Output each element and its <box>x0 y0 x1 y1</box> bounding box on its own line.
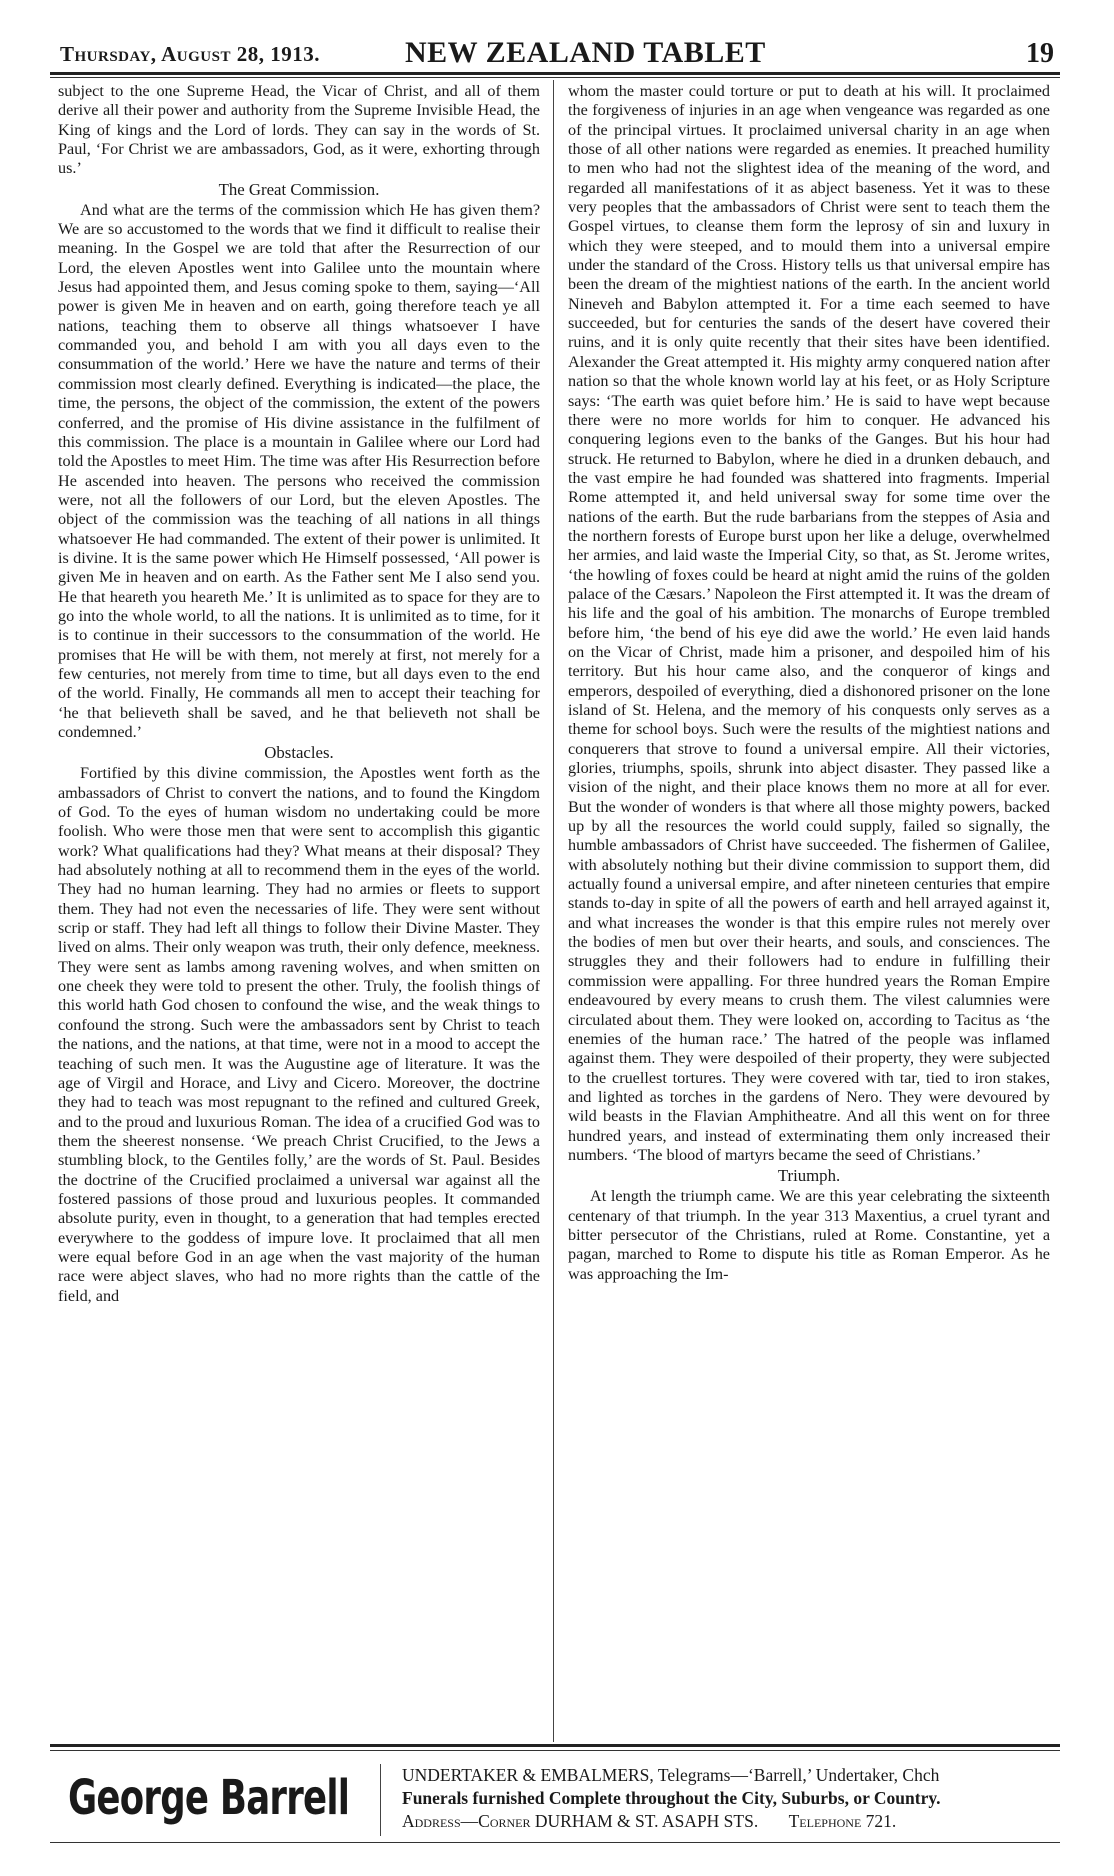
section-heading-great-commission: The Great Commission. <box>218 179 380 199</box>
ad-rule-top-thin <box>50 1750 1060 1751</box>
section-heading-triumph: Triumph. <box>777 1166 841 1186</box>
ad-address: DURHAM & ST. ASAPH STS. <box>534 1811 759 1831</box>
left-paragraph-3: Fortified by this divine commission, the Apostles went forth as the ambassadors of Christ to convert the nations, and to found the Kingdom of God. To the eyes of human wisdom no undertaking could be more foolish. Who were those men that were sent to accomplish this gigantic work? What qualifications had they? What means at their disposal? They had absolutely nothing at all to recommend them in the eyes of the world. They had no human learning. They had no armies or fleets to support them. They had not even the necessaries of life. They were sent without scrip or staff. They had left all things to follow their Divine Master. They lived on alms. Their only weapon was truth, their only defence, meekness. They were sent as lambs among ravening wolves, and when smitten on one cheek they were told to present the other. Truly, the foolish things of this world hath God chosen to confound the wise, and the weak things to confound the strong. Such were the ambassadors sent by Christ to teach the nations, and the nations, at that time, were not in a mood to accept the teaching of such men. It was the Augustine age of literature. It was the age of Virgil and Horace, and Livy and Cicero. Moreover, the doctrine they had to teach was most repugnant to the refined and cultured Greek, and to the proud and luxurious Roman. The idea of a crucified God was to them the sheerest nonsense. ‘We preach Christ Crucified, to the Jews a stumbling block, to the Gentiles folly,’ are the words of St. Paul. Besides the doctrine of the Crucified proclaimed a universal war against all the fostered passions of those proud and luxurious peoples. It commanded absolute purity, even in thought, to a generation that had temples erected everywhere to the goddess of impure love. It proclaimed that all men were equal before God in an age when the vast majority of the human race were abject slaves, who had no more rights than the cattle of the field, and <box>58 764 540 1305</box>
ad-address-label: Address—Corner <box>402 1811 531 1831</box>
header-rule-thin <box>50 77 1060 78</box>
ad-line-address <box>402 1810 1058 1833</box>
ad-rule-bottom <box>50 1842 1060 1843</box>
left-paragraph-1: subject to the one Supreme Head, the Vicar of Christ, and all of them derive all their power and authority from the Supreme Invisible Head, the King of kings and the Lord of lords. They can say in the words of St. Paul, ‘For Christ we are ambassadors, God, as it were, exhorting through us.’ <box>58 82 540 178</box>
header-page-number: 19 <box>1026 38 1054 69</box>
header-date: Thursday, August 28, 1913. <box>60 42 320 66</box>
ad-business-name: George Barrell <box>68 1770 350 1826</box>
header-rule <box>50 72 1060 75</box>
section-heading-obstacles: Obstacles. <box>264 743 334 763</box>
advertisement <box>50 1756 1060 1856</box>
left-paragraph-2: And what are the terms of the commission which He has given them? We are so accustomed to the words that we find it difficult to realise their meaning. In the Gospel we are told that after the Resurrection of our Lord, the eleven Apostles went into Galilee unto the mountain where Jesus had appointed them, and Jesus coming spoke to them, saying—‘All power is given Me in heaven and on earth, going therefore teach ye all nations, teaching them to observe all things whatsoever I have commanded you, and behold I am with you all days even to the consummation of the world.’ Here we have the nature and terms of their commission most clearly defined. Everything is indicated—the place, the time, the persons, the object of the commission, the extent of the powers conferred, and the promise of His divine assistance in the fulfilment of this commission. The place is a mountain in Galilee where our Lord had told the Apostles to meet Him. The time was after His Resurrection before He ascended into heaven. The persons who received the commission were, not all the followers of our Lord, but the eleven Apostles. The object of the commission was the teaching of all nations in all things whatsoever He had commanded. The extent of their power is unlimited. It is divine. It is the same power which He Himself possessed, ‘All power is given Me in heaven and on earth. As the Father sent Me I also send you. He that heareth you heareth Me.’ It is unlimited as to space for they are to go into the whole world, to all the nations. It is unlimited as to time, for it is to continue in their successors to the consummation of the world. He promises that He will be with them, not merely at first, not merely for a few centuries, not merely from time to time, but all days even to the end of the world. Finally, He commands all men to accept their teaching for ‘he that believeth shall be saved, and he that believeth not shall be condemned.’ <box>58 200 540 741</box>
right-paragraph-1: whom the master could torture or put to death at his will. It proclaimed the forgiveness of injuries in an age when vengeance was regarded as one of the principal virtues. It proclaimed universal charity in an age when those of all other nations were regarded as enemies. It preached humility to men who had not the slightest idea of the meaning of the word, and regarded all manifestations of it as abject baseness. Yet it was to these very peoples that the ambassadors of Christ were sent to teach them the Gospel virtues, to cleanse them form the leprosy of sin and luxury in which they were steeped, and to mould them into a universal empire under the standard of the Cross. History tells us that universal empire has been the dream of the mightiest nations of the earth. In the ancient world Nineveh and Babylon attempted it. For a time each seemed to have succeeded, but for centuries the sands of the desert have covered their ruins, and it is only quite recently that their sites have been identified. Alexander the Great attempted it. His mighty army conquered nation after nation so that the whole known world lay at his feet, or as Holy Scripture says: ‘The earth was quiet before him.’ He is said to have wept because there were no more worlds for him to conquer. He advanced his conquering legions even to the banks of the Ganges. But his hour had struck. He returned to Babylon, where he died in a drunken debauch, and the vast empire he had founded was shattered into fragments. Imperial Rome attempted it, and held universal sway for some time over the nations of the earth. But the rude barbarians from the steppes of Asia and the northern forests of Europe burst upon her like a deluge, overwhelmed her armies, and laid waste the Imperial City, so that, as St. Jerome writes, ‘the howling of foxes could be heard at night amid the ruins of the golden palace of the Cæsars.’ Napoleon the First attempted it. It was the dream of his life and the goal of his ambition. The monarchs of Europe trembled before him, ‘the bend of his eye did awe the world.’ He even laid hands on the Vicar of Christ, made him a prisoner, and despoiled him of his territory. But his hour came also, and the conqueror of kings and emperors, despoiled of everything, died a dishonored prisoner on the lone island of St. Helena, and the memory of his conquests only serves as a theme for school boys. Such were the results of the mightiest nations and conquerers that strove to found a universal empire. All their victories, glories, triumphs, spoils, shrunk into abject disaster. They passed like a vision of the night, and their place knows them no more at all for ever. But the wonder of wonders is that where all those mighty powers, backed up by all the resources the world could supply, failed so signally, the humble ambassadors of Christ have succeeded. The fishermen of Galilee, with absolutely nothing but their divine commission to support them, did actually found a universal empire, and after nineteen centuries that empire stands to-day in spite of all the powers of earth and hell arrayed against it, and what increases the wonder is that this empire rules not merely over the bodies of men but over their hearts, and souls, and consciences. The struggles they and their followers had to endure in fulfilling their commission were appalling. For three hundred years the Roman Empire endeavoured by every means to crush them. The vilest calumnies were circulated about them. They were looked on, according to Tacitus as ‘the enemies of the human race.’ The hatred of the people was inflamed against them. They were despoiled of their property, they were subjected to the cruellest tortures. They were covered with tar, tied to iron stakes, and lighted as torches in the gardens of Nero. They were devoured by wild beasts in the Flavian Amphitheatre. And all this went on for three hundred years, and instead of exterminating them only increased their numbers. ‘The blood of martyrs became the seed of Christians.’ <box>568 82 1050 1164</box>
right-column <box>568 82 1050 1740</box>
ad-phone: 721. <box>865 1811 897 1831</box>
ad-phone-label: Telephone <box>788 1811 862 1831</box>
page-header <box>50 30 1060 70</box>
column-divider <box>553 80 554 1742</box>
ad-line-services: UNDERTAKER & EMBALMERS, Telegrams—‘Barrell,’ Undertaker, Chch <box>402 1765 940 1785</box>
ad-line-funerals: Funerals furnished Complete throughout the City, Suburbs, or Country. <box>402 1788 941 1808</box>
ad-details <box>402 1764 1058 1833</box>
header-title: NEW ZEALAND TABLET <box>405 36 766 69</box>
right-paragraph-2: At length the triumph came. We are this year celebrating the sixteenth centenary of that triumph. In the year 313 Maxentius, a cruel tyrant and bitter persecutor of the Christians, ruled at Rome. Constantine, yet a pagan, marched to Rome to dispute his title as Roman Emperor. As he was approaching the Im- <box>568 1187 1050 1283</box>
newspaper-page <box>50 30 1060 1860</box>
ad-rule-top <box>50 1744 1060 1747</box>
left-column <box>58 82 540 1740</box>
ad-divider <box>380 1764 381 1836</box>
